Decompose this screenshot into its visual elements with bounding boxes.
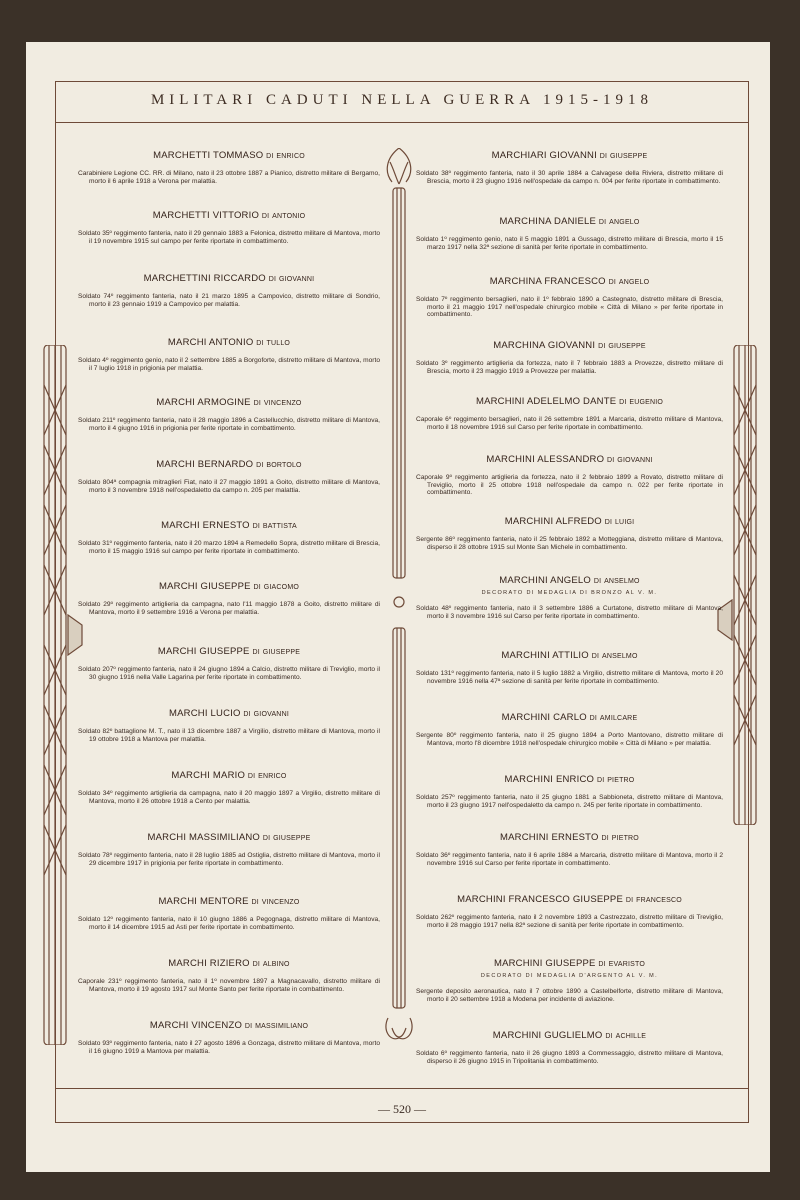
parent-name: GIOVANNI: [253, 711, 289, 718]
parent-name: VINCENZO: [261, 899, 300, 906]
service-record: Soldato 7º reggimento bersaglieri, nato il 1º febbraio 1890 a Castegnato, distretto militare di Brescia, morto il 21 maggio 1917 nell'ospedale chirurgico mobile « Città di Milano » per ferite riportate in combattimento.: [416, 296, 723, 319]
service-record: Soldato 35º reggimento fanteria, nato il 29 gennaio 1883 a Felonica, distretto militare di Mantova, morto il 19 novembre 1915 sul campo per ferite riportate in combattimento.: [78, 230, 380, 245]
parent-name: ALBINO: [262, 961, 290, 968]
parent-prefix: DI: [608, 279, 617, 286]
parent-name: ANGELO: [609, 219, 640, 226]
parent-prefix: DI: [605, 1033, 613, 1040]
parent-name: ANSELMO: [604, 578, 640, 585]
service-record: Sergente deposito aeronautica, nato il 7 ottobre 1890 a Castelbelforte, distretto militare di Mantova, morto il 20 settembre 1918 a Modena per incidente di aviazione.: [416, 988, 723, 1003]
soldier-name: [416, 396, 723, 407]
parent-prefix: DI: [598, 961, 606, 968]
service-record: Sergente 80º reggimento fanteria, nato il 25 giugno 1894 a Porto Mantovano, distretto militare di Mantova, morto l'8 dicembre 1918 nell'ospedale chirurgico mobile « Città di Milano » per malattia.: [416, 732, 723, 747]
parent-name: PIETRO: [607, 777, 635, 784]
parent-name: GIUSEPPE: [608, 343, 646, 350]
parent-name: TULLO: [266, 340, 291, 347]
list-item: [78, 150, 380, 185]
soldier-name: [416, 340, 723, 351]
parent-prefix: DI: [598, 219, 607, 226]
soldier-surname: MARCHI RIZIERO: [168, 958, 250, 969]
parent-prefix: DI: [253, 584, 261, 591]
soldier-surname: MARCHINI ANGELO: [499, 575, 591, 586]
service-record: Soldato 131º reggimento fanteria, nato il 5 luglio 1882 a Virgilio, distretto militare di Mantova, morto il 20 novembre 1916 nella 47ª sezione di sanità per ferite riportate in combattimento.: [416, 670, 723, 685]
list-item: [78, 210, 380, 245]
soldier-surname: MARCHINI FRANCESCO GIUSEPPE: [457, 894, 624, 905]
service-record: Caporale 231º reggimento fanteria, nato il 1º novembre 1897 a Magnacavallo, distretto militare di Mantova, morto il 19 agosto 1917 sul Monte Santo per ferite riportate in combattimento.: [78, 978, 380, 993]
list-item: [416, 340, 723, 375]
service-record: Sergente 86º reggimento fanteria, nato il 25 febbraio 1892 a Motteggiana, distretto militare di Mantova, disperso il 28 ottobre 1915 sul Monte San Michele in combattimento.: [416, 536, 723, 551]
soldier-surname: MARCHI ARMOGINE: [156, 397, 251, 408]
soldier-surname: MARCHI ANTONIO: [167, 337, 254, 348]
parent-name: ENRICO: [258, 773, 287, 780]
soldier-name: [416, 958, 723, 969]
soldier-surname: MARCHI GIUSEPPE: [157, 646, 250, 657]
soldier-name: [416, 832, 723, 843]
parent-prefix: DI: [596, 777, 605, 784]
list-item: [78, 459, 380, 494]
service-record: Soldato 3º reggimento artiglieria da fortezza, nato il 7 febbraio 1883 a Provezze, distretto militare di Brescia, morto il 23 maggio 1919 a Provezze per malattia.: [416, 360, 723, 375]
parent-name: GIUSEPPE: [262, 649, 301, 656]
service-record: Soldato 36º reggimento fanteria, nato il 6 aprile 1884 a Marcaria, distretto militare di Mantova, morto il 2 novembre 1916 sul Carso per ferite riportate in combattimento.: [416, 852, 723, 867]
service-record: Soldato 257º reggimento fanteria, nato il 25 giugno 1881 a Sabbioneta, distretto militare di Mantova, morto il 23 giugno 1917 nell'ospedaletto da campo n. 245 per ferite riportate in combattimento.: [416, 794, 723, 809]
soldier-name: [416, 650, 723, 661]
service-record: Soldato 34º reggimento artiglieria da campagna, nato il 20 maggio 1897 a Virgilio, distretto militare di Mantova, morto il 26 ottobre 1918 a Cento per malattia.: [78, 790, 380, 805]
service-record: Soldato 74º reggimento fanteria, nato il 21 marzo 1895 a Campovico, distretto militare di Sondrio, morto il 23 gennaio 1919 a Campovico per malattia.: [78, 293, 380, 308]
soldier-surname: MARCHINA FRANCESCO: [489, 276, 606, 287]
service-record: Soldato 12º reggimento fanteria, nato il 10 giugno 1886 a Pegognaga, distretto militare di Mantova, morto il 14 dicembre 1915 ad Asti per ferite riportate in combattimento.: [78, 916, 380, 931]
parent-name: GIUSEPPE: [610, 153, 648, 160]
list-item: [78, 581, 380, 616]
decoration-note: DECORATO DI MEDAGLIA DI BRONZO AL V. M.: [481, 590, 658, 596]
list-item: [78, 273, 380, 308]
page-number: — 520 —: [378, 1102, 426, 1116]
list-item: [78, 832, 380, 867]
soldier-surname: MARCHINI ERNESTO: [500, 832, 599, 843]
soldier-name: [416, 774, 723, 785]
soldier-name: [416, 894, 723, 905]
list-item: [416, 1030, 723, 1065]
parent-prefix: DI: [247, 773, 256, 780]
parent-prefix: DI: [253, 400, 261, 407]
parent-prefix: DI: [591, 653, 600, 660]
list-item: [78, 958, 380, 993]
parent-name: ANSELMO: [601, 653, 638, 660]
service-record: Soldato 38º reggimento fanteria, nato il 30 aprile 1884 a Calvagese della Riviera, distretto militare di Brescia, morto il 23 giugno 1916 nell'ospedale da campo n. 004 per ferite riportate in combattimento.: [416, 170, 723, 185]
list-item: [78, 337, 380, 372]
list-item: [416, 575, 723, 620]
soldier-surname: MARCHINA GIOVANNI: [493, 340, 596, 351]
soldier-surname: MARCHETTI VITTORIO: [152, 210, 260, 221]
soldier-name: [416, 150, 723, 161]
parent-name: PIETRO: [611, 835, 639, 842]
parent-prefix: DI: [251, 899, 259, 906]
parent-prefix: DI: [604, 519, 613, 526]
soldier-surname: MARCHINI CARLO: [501, 712, 587, 723]
soldier-surname: MARCHIARI GIOVANNI: [491, 150, 597, 161]
soldier-surname: MARCHETTINI RICCARDO: [143, 273, 266, 284]
parent-name: ANGELO: [618, 279, 650, 286]
parent-prefix: DI: [593, 578, 602, 585]
list-item: [78, 770, 380, 805]
parent-name: LUIGI: [614, 519, 635, 526]
soldier-name: [78, 520, 380, 531]
soldier-name: [78, 150, 380, 161]
parent-name: BORTOLO: [266, 462, 302, 469]
parent-name: GIUSEPPE: [273, 835, 311, 842]
parent-prefix: DI: [261, 213, 270, 220]
parent-prefix: DI: [625, 897, 634, 904]
page-title: MILITARI CADUTI NELLA GUERRA 1915-1918: [150, 92, 654, 108]
list-item: [78, 896, 380, 931]
list-item: [416, 454, 723, 497]
soldier-name: [416, 712, 723, 723]
soldier-surname: MARCHINI ALFREDO: [504, 516, 602, 527]
parent-prefix: DI: [268, 276, 277, 283]
soldier-surname: MARCHINA DANIELE: [499, 216, 597, 227]
parent-name: BATTISTA: [262, 523, 297, 530]
soldier-surname: MARCHI VINCENZO: [149, 1020, 243, 1031]
list-item: [78, 397, 380, 432]
soldier-surname: MARCHINI ENRICO: [504, 774, 595, 785]
parent-prefix: DI: [262, 835, 271, 842]
list-item: [416, 276, 723, 319]
parent-prefix: DI: [598, 343, 606, 350]
service-record: Soldato 93º reggimento fanteria, nato il 27 agosto 1896 a Gonzaga, distretto militare di Mantova, morto il 16 giugno 1919 a Mantova per malattia.: [78, 1040, 380, 1055]
service-record: Soldato 4º reggimento genio, nato il 2 settembre 1885 a Borgoforte, distretto militare di Mantova, morto il 7 luglio 1918 in prigionia per malattia.: [78, 357, 380, 372]
soldier-surname: MARCHINI ADELELMO DANTE: [475, 396, 617, 407]
parent-prefix: DI: [589, 715, 598, 722]
list-item: [416, 712, 723, 747]
soldier-name: [416, 216, 723, 227]
list-item: [416, 150, 723, 185]
parent-prefix: DI: [256, 462, 264, 469]
soldier-surname: MARCHI LUCIO: [169, 708, 241, 719]
parent-name: FRANCESCO: [636, 897, 682, 904]
parent-prefix: DI: [619, 399, 627, 406]
soldier-name: [78, 397, 380, 408]
soldier-name: [78, 210, 380, 221]
parent-prefix: DI: [244, 1023, 253, 1030]
list-item: [78, 1020, 380, 1055]
soldier-name: [78, 273, 380, 284]
soldier-name: [78, 958, 380, 969]
soldier-surname: MARCHI ERNESTO: [161, 520, 250, 531]
list-item: [416, 216, 723, 251]
parent-name: EUGENIO: [629, 399, 664, 406]
soldier-name: [416, 516, 723, 527]
list-item: [78, 646, 380, 681]
soldier-surname: MARCHETTI TOMMASO: [153, 150, 264, 161]
soldier-name: [78, 581, 380, 592]
service-record: Soldato 1º reggimento genio, nato il 5 maggio 1891 a Gussago, distretto militare di Brescia, morto il 15 marzo 1917 nella 32ª sezione di sanità per ferite riportate in combattimento.: [416, 236, 723, 251]
service-record: Soldato 804ª compagnia mitraglieri Fiat, nato il 27 maggio 1891 a Goito, distretto militare di Mantova, morto il 3 novembre 1918 nell'ospedaletto da campo n. 205 per malattia.: [78, 479, 380, 494]
parent-name: VINCENZO: [263, 400, 302, 407]
service-record: Soldato 207º reggimento fanteria, nato il 24 giugno 1894 a Calcio, distretto militare di Treviglio, morto il 30 giugno 1916 nella Valle Lagarina per ferite riportate in combattimento.: [78, 666, 380, 681]
parent-prefix: DI: [601, 835, 609, 842]
service-record: Soldato 211º reggimento fanteria, nato il 28 maggio 1896 a Castellucchio, distretto militare di Mantova, morto il 4 giugno 1916 in prigionia per ferite riportate in combattimento.: [78, 417, 380, 432]
parent-name: GIOVANNI: [279, 276, 315, 283]
header-divider: [55, 122, 749, 123]
parent-name: GIACOMO: [263, 584, 300, 591]
parent-name: EVARISTO: [608, 961, 646, 968]
soldier-name: [78, 459, 380, 470]
list-item: [416, 958, 723, 1003]
list-item: [416, 396, 723, 431]
parent-prefix: DI: [252, 961, 260, 968]
soldier-surname: MARCHI MENTORE: [158, 896, 249, 907]
parent-prefix: DI: [243, 711, 251, 718]
soldier-surname: MARCHI GIUSEPPE: [158, 581, 251, 592]
parent-prefix: DI: [266, 153, 274, 160]
soldier-surname: MARCHI MARIO: [171, 770, 246, 781]
parent-prefix: DI: [252, 649, 260, 656]
soldier-name: [78, 896, 380, 907]
soldier-surname: MARCHINI GUGLIELMO: [492, 1030, 603, 1041]
soldier-surname: MARCHINI ALESSANDRO: [486, 454, 605, 465]
soldier-name: [416, 276, 723, 287]
parent-name: ACHILLE: [615, 1033, 647, 1040]
soldier-name: [416, 454, 723, 465]
service-record: Soldato 48º reggimento fanteria, nato il 3 settembre 1886 a Curtatone, distretto militare di Mantova, morto il 3 novembre 1916 sul Carso per ferite riportate in combattimento.: [416, 605, 723, 620]
parent-prefix: DI: [607, 457, 615, 464]
list-item: [416, 516, 723, 551]
service-record: Caporale 6º reggimento bersaglieri, nato il 26 settembre 1891 a Marcaria, distretto militare di Mantova, morto il 18 novembre 1916 sul Carso per ferite riportate in combattimento.: [416, 416, 723, 431]
soldier-name: [78, 337, 380, 348]
list-item: [78, 708, 380, 743]
list-item: [416, 650, 723, 685]
parent-name: GIOVANNI: [617, 457, 653, 464]
list-item: [416, 894, 723, 929]
soldier-surname: MARCHINI GIUSEPPE: [493, 958, 596, 969]
parent-name: AMILCARE: [599, 715, 638, 722]
soldier-name: [78, 646, 380, 657]
list-item: [416, 832, 723, 867]
parent-prefix: DI: [252, 523, 261, 530]
service-record: Caporale 9º reggimento artiglieria da fortezza, nato il 2 febbraio 1899 a Rovato, distretto militare di Treviglio, morto il 25 ottobre 1918 nell'ospedale da campo n. 022 per ferite riportate in combattimento.: [416, 474, 723, 497]
decoration-note: DECORATO DI MEDAGLIA D'ARGENTO AL V. M.: [480, 973, 659, 979]
parent-name: ANTONIO: [272, 213, 306, 220]
service-record: Soldato 31º reggimento fanteria, nato il 20 marzo 1894 a Remedello Sopra, distretto militare di Brescia, morto il 15 maggio 1916 sul campo per ferite riportate in combattimento.: [78, 540, 380, 555]
soldier-name: [78, 708, 380, 719]
service-record: Soldato 6º reggimento fanteria, nato il 26 giugno 1893 a Commessaggio, distretto militare di Mantova, disperso il 26 giugno 1915 in Tripolitania in combattimento.: [416, 1050, 723, 1065]
parent-prefix: DI: [599, 153, 608, 160]
soldier-name: [416, 1030, 723, 1041]
list-item: [78, 520, 380, 555]
soldier-surname: MARCHINI ATTILIO: [501, 650, 589, 661]
soldier-name: [78, 770, 380, 781]
soldier-surname: MARCHI MASSIMILIANO: [147, 832, 261, 843]
soldier-name: [78, 1020, 380, 1031]
service-record: Soldato 262º reggimento fanteria, nato il 2 novembre 1893 a Castrezzato, distretto militare di Treviglio, morto il 28 maggio 1917 nella 82ª sezione di sanità per ferite riportate in combattimento.: [416, 914, 723, 929]
parent-name: ENRICO: [276, 153, 305, 160]
list-item: [416, 774, 723, 809]
parent-prefix: DI: [256, 340, 264, 347]
service-record: Soldato 29º reggimento artiglieria da campagna, nato l'11 maggio 1878 a Goito, distretto militare di Mantova, morto il 9 settembre 1916 a Verona per malattia.: [78, 601, 380, 616]
footer-divider: [55, 1088, 749, 1089]
soldier-surname: MARCHI BERNARDO: [156, 459, 254, 470]
service-record: Carabiniere Legione CC. RR. di Milano, nato il 23 ottobre 1887 a Pianico, distretto militare di Bergamo, morto il 6 aprile 1918 a Verona per malattia.: [78, 170, 380, 185]
soldier-name: [78, 832, 380, 843]
soldier-name: [416, 575, 723, 586]
parent-name: MASSIMILIANO: [255, 1023, 309, 1030]
service-record: Soldato 78º reggimento fanteria, nato il 28 luglio 1885 ad Ostiglia, distretto militare di Mantova, morto il 29 dicembre 1917 in prigionia per ferite riportate in combattimento.: [78, 852, 380, 867]
service-record: Soldato 82º battaglione M. T., nato il 13 dicembre 1887 a Virgilio, distretto militare di Mantova, morto il 19 ottobre 1918 a Mantova per malattia.: [78, 728, 380, 743]
